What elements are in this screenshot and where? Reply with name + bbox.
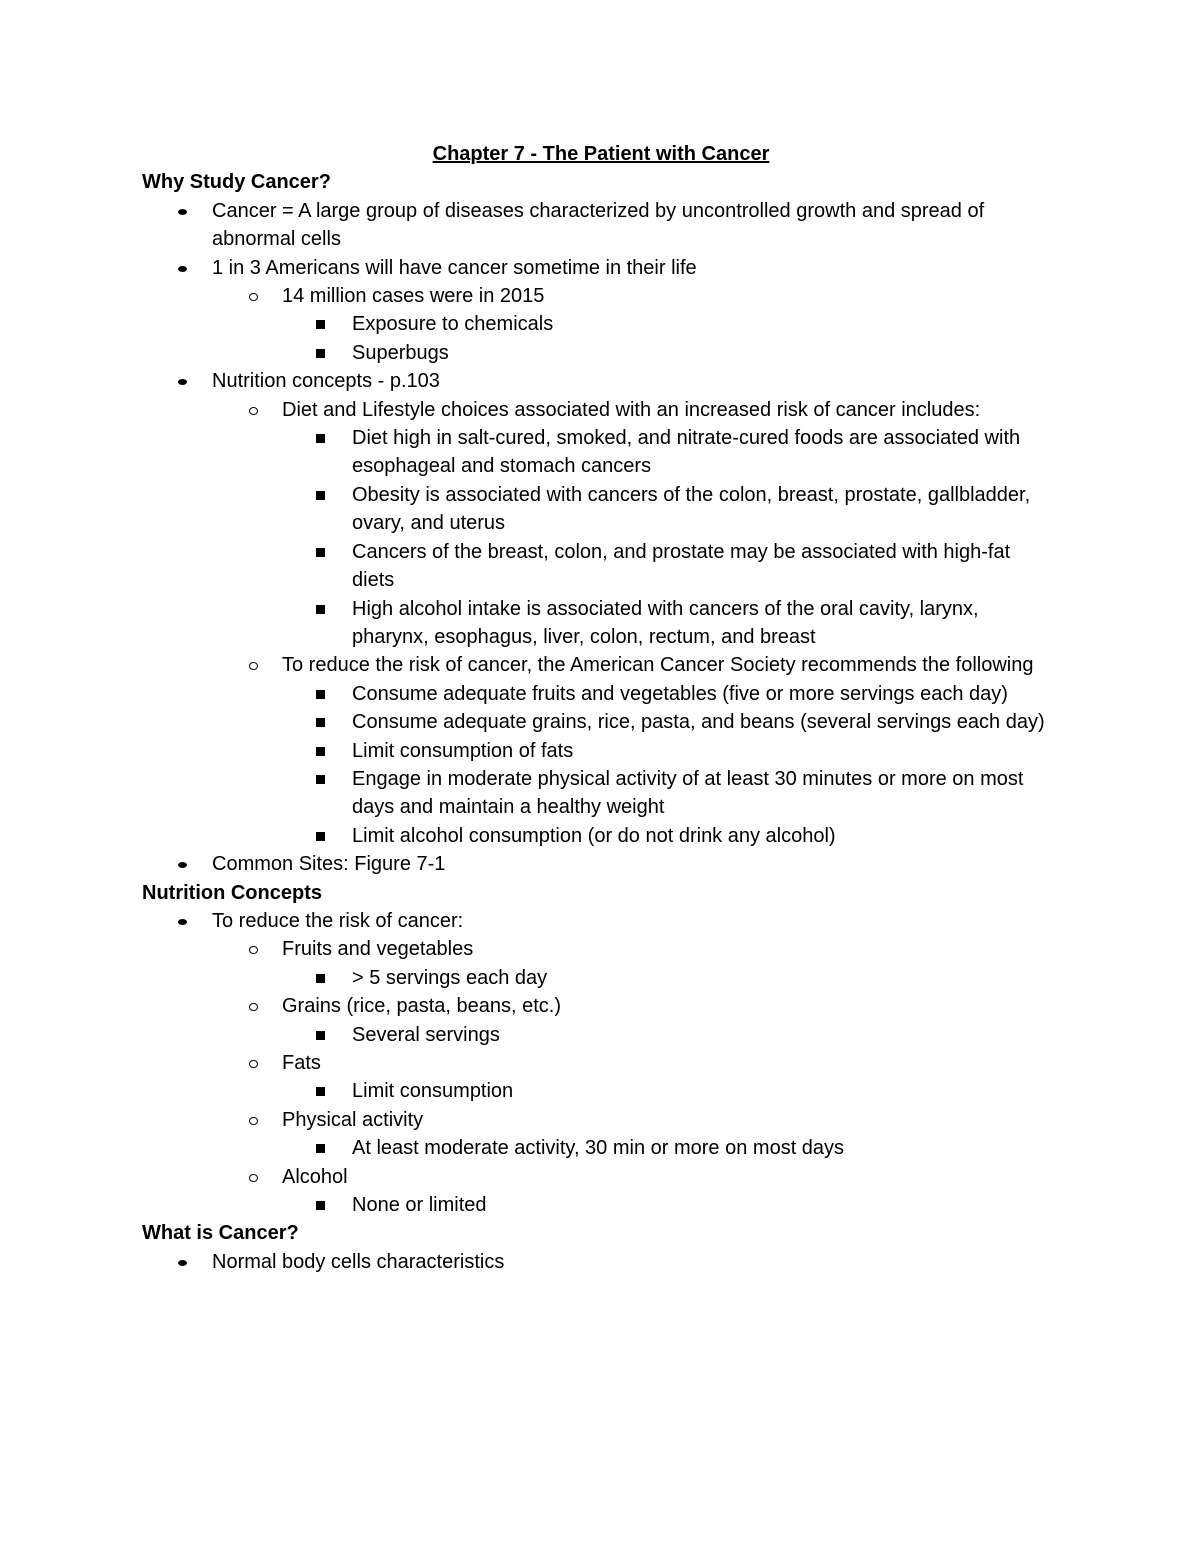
- list-item-text: 14 million cases were in 2015: [282, 285, 545, 308]
- bullet-list-level-3: [282, 964, 1052, 992]
- list-item-text: At least moderate activity, 30 min or more on most days: [352, 1137, 845, 1160]
- list-item: [282, 310, 1052, 338]
- section-heading: Nutrition Concepts: [142, 881, 322, 904]
- bullet-disc-icon: [142, 1248, 212, 1276]
- list-item-text: Limit alcohol consumption (or do not drink any alcohol): [352, 824, 836, 847]
- bullet-list-level-1: [142, 197, 1052, 879]
- sub-list-container: [212, 1021, 1052, 1049]
- sub-list-container: [212, 1077, 1052, 1105]
- list-item-text: Consume adequate grains, rice, pasta, and beans (several servings each day): [352, 711, 1045, 734]
- list-item-text: Fats: [282, 1052, 321, 1074]
- bullet-list-level-2: [212, 282, 1052, 367]
- list-item-text: Fruits and vegetables: [282, 938, 474, 961]
- sub-list-container: [212, 310, 1052, 367]
- bullet-list-level-1: [142, 1248, 1052, 1276]
- list-item: [282, 339, 1052, 367]
- bullet-circle-icon: [212, 651, 282, 679]
- list-item: [212, 282, 1052, 310]
- list-item: [282, 595, 1052, 652]
- list-item: [212, 1106, 1052, 1134]
- sub-list-container: [212, 964, 1052, 992]
- sub-list-container: [212, 1134, 1052, 1162]
- bullet-list-level-3: [282, 1021, 1052, 1049]
- bullet-square-icon: [282, 765, 352, 793]
- bullet-square-icon: [282, 424, 352, 452]
- list-item: [142, 197, 1052, 254]
- list-item-text: Exposure to chemicals: [352, 313, 554, 336]
- list-item-text: > 5 servings each day: [352, 966, 548, 989]
- list-item: [212, 992, 1052, 1020]
- list-item: [142, 254, 1052, 282]
- bullet-square-icon: [282, 1021, 352, 1049]
- sub-list-container: [212, 680, 1052, 850]
- bullet-square-icon: [282, 822, 352, 850]
- bullet-list-level-2: [212, 935, 1052, 1219]
- bullet-list-level-2: [212, 396, 1052, 851]
- list-item-text: Physical activity: [282, 1108, 424, 1131]
- bullet-square-icon: [282, 339, 352, 367]
- list-item: [282, 538, 1052, 595]
- section-heading: What is Cancer?: [142, 1222, 299, 1245]
- list-item-text: Engage in moderate physical activity of at least 30 minutes or more on most days and maintain a healthy weight: [352, 767, 1024, 819]
- page-title: Chapter 7 - The Patient with Cancer: [432, 143, 770, 165]
- list-item-text: Grains (rice, pasta, beans, etc.): [282, 995, 562, 1018]
- list-item: [212, 651, 1052, 679]
- list-item: [212, 1049, 1052, 1077]
- list-item-text: Limit consumption: [352, 1080, 514, 1103]
- sub-list-container: [142, 396, 1052, 851]
- bullet-circle-icon: [212, 1049, 282, 1077]
- bullet-circle-icon: [212, 396, 282, 424]
- list-item: [282, 1134, 1052, 1162]
- bullet-disc-icon: [142, 367, 212, 395]
- list-item-text: Limit consumption of fats: [352, 739, 574, 762]
- list-item: [282, 481, 1052, 538]
- bullet-disc-icon: [142, 850, 212, 878]
- list-item: [282, 737, 1052, 765]
- bullet-square-icon: [282, 1077, 352, 1105]
- list-item: [282, 964, 1052, 992]
- list-item-text: Superbugs: [352, 341, 449, 364]
- list-item-text: Normal body cells characteristics: [212, 1250, 505, 1273]
- list-item-text: Obesity is associated with cancers of the colon, breast, prostate, gallbladder, ovary, and uterus: [352, 483, 1031, 535]
- bullet-square-icon: [282, 1134, 352, 1162]
- list-item: [142, 850, 1052, 878]
- list-item: [212, 1163, 1052, 1191]
- list-item-text: Several servings: [352, 1023, 500, 1046]
- list-item: [212, 396, 1052, 424]
- bullet-list-level-3: [282, 424, 1052, 651]
- list-item-text: High alcohol intake is associated with cancers of the oral cavity, larynx, pharynx, esophagus, liver, colon, rectum, and breast: [352, 597, 979, 648]
- bullet-square-icon: [282, 708, 352, 736]
- bullet-square-icon: [282, 595, 352, 623]
- list-item-text: Cancers of the breast, colon, and prostate may be associated with high-fat diets: [352, 540, 1011, 592]
- bullet-list-level-3: [282, 310, 1052, 367]
- list-item: [282, 424, 1052, 481]
- bullet-square-icon: [282, 538, 352, 566]
- list-item: [282, 680, 1052, 708]
- list-item-text: Common Sites: Figure 7-1: [212, 853, 446, 876]
- bullet-circle-icon: [212, 1163, 282, 1191]
- sub-list-container: [212, 1191, 1052, 1219]
- list-item: [282, 1191, 1052, 1219]
- list-item: [142, 1248, 1052, 1276]
- bullet-disc-icon: [142, 907, 212, 935]
- list-item-text: 1 in 3 Americans will have cancer sometime in their life: [212, 256, 697, 279]
- bullet-circle-icon: [212, 992, 282, 1020]
- list-item: [142, 907, 1052, 935]
- bullet-square-icon: [282, 964, 352, 992]
- list-item-text: Consume adequate fruits and vegetables (five or more servings each day): [352, 682, 1008, 705]
- list-item-text: None or limited: [352, 1194, 487, 1217]
- list-item: [282, 1021, 1052, 1049]
- list-item-text: Alcohol: [282, 1165, 348, 1188]
- bullet-circle-icon: [212, 935, 282, 963]
- list-item-text: To reduce the risk of cancer:: [212, 909, 464, 932]
- bullet-list-level-3: [282, 1077, 1052, 1105]
- bullet-list-level-3: [282, 1191, 1052, 1219]
- list-item-text: Diet and Lifestyle choices associated with an increased risk of cancer includes:: [282, 398, 981, 421]
- sub-list-container: [142, 935, 1052, 1219]
- list-item: [282, 1077, 1052, 1105]
- bullet-disc-icon: [142, 197, 212, 225]
- list-item-text: Nutrition concepts - p.103: [212, 370, 440, 393]
- bullet-list-level-3: [282, 1134, 1052, 1162]
- bullet-square-icon: [282, 737, 352, 765]
- bullet-square-icon: [282, 1191, 352, 1219]
- section-heading: Why Study Cancer?: [142, 171, 331, 194]
- sub-list-container: [212, 424, 1052, 651]
- list-item: [142, 367, 1052, 395]
- list-item-text: To reduce the risk of cancer, the American Cancer Society recommends the following: [282, 654, 1034, 677]
- sub-list-container: [142, 282, 1052, 367]
- list-item: [212, 935, 1052, 963]
- bullet-circle-icon: [212, 282, 282, 310]
- bullet-disc-icon: [142, 254, 212, 282]
- bullet-list-level-3: [282, 680, 1052, 850]
- list-item: [282, 822, 1052, 850]
- list-item: [282, 765, 1052, 822]
- list-item-text: Cancer = A large group of diseases characterized by uncontrolled growth and spread of abnormal cells: [212, 199, 985, 251]
- bullet-square-icon: [282, 310, 352, 338]
- bullet-square-icon: [282, 481, 352, 509]
- document-body: [142, 168, 1060, 1276]
- list-item: [282, 708, 1052, 736]
- bullet-square-icon: [282, 680, 352, 708]
- list-item-text: Diet high in salt-cured, smoked, and nitrate-cured foods are associated with esophageal and stomach cancers: [352, 427, 1021, 478]
- bullet-circle-icon: [212, 1106, 282, 1134]
- bullet-list-level-1: [142, 907, 1052, 1219]
